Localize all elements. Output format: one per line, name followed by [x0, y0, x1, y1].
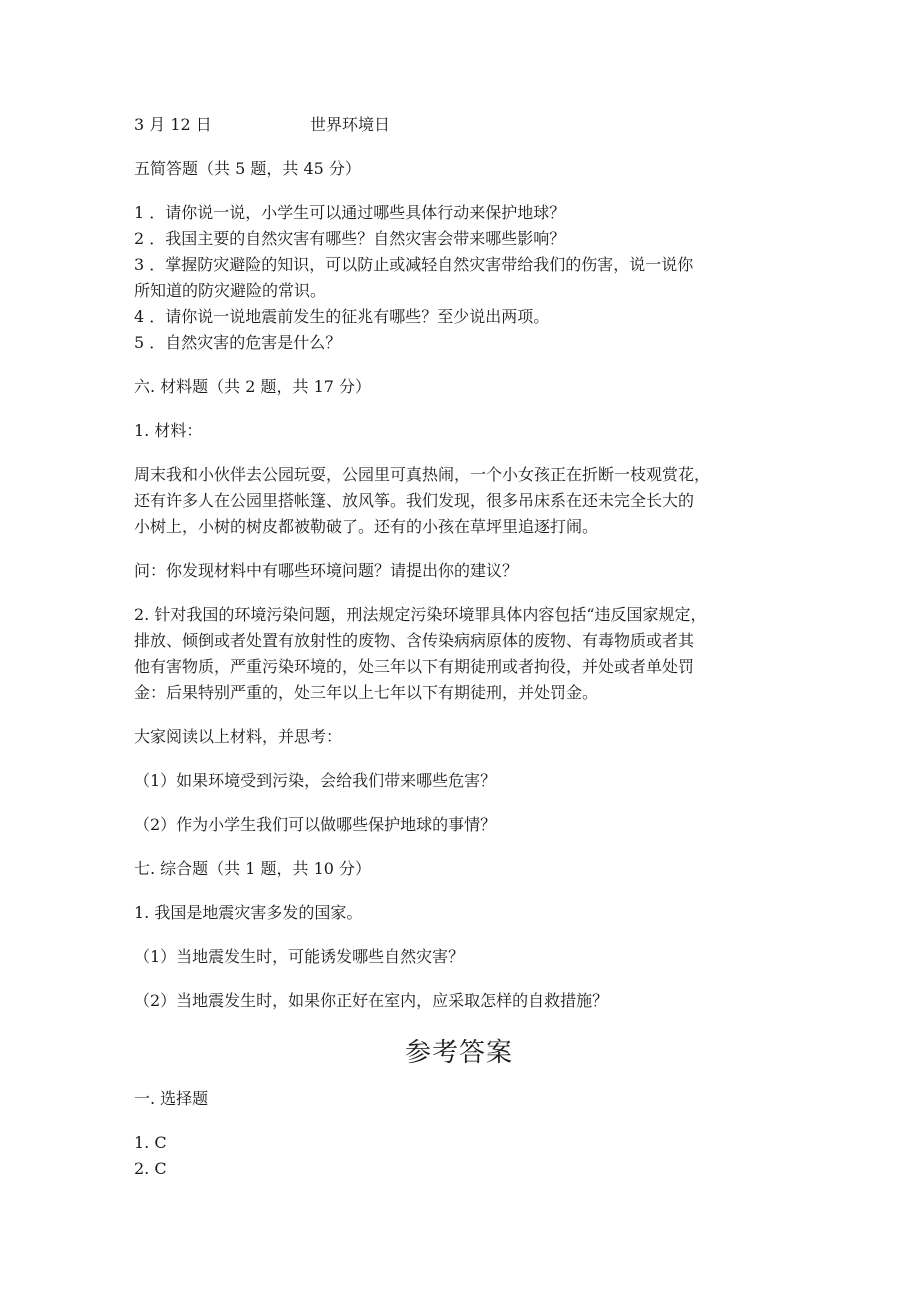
material-line: 小树上，小树的树皮都被勒破了。还有的小孩在草坪里追逐打闹。 [134, 517, 599, 536]
question-item: 2 ．我国主要的自然灾害有哪些？自然灾害会带来哪些影响？ [134, 229, 566, 248]
material-line: 还有许多人在公园里搭帐篷、放风筝。我们发现，很多吊床系在还未完全长大的 [134, 491, 695, 510]
environment-day-row [134, 112, 784, 138]
material-question: 问：你发现材料中有哪些环境问题？请提出你的建议？ [134, 561, 519, 580]
question-item: 1 ．请你说一说，小学生可以通过哪些具体行动来保护地球？ [134, 203, 566, 222]
sub-question: （2）作为小学生我们可以做哪些保护地球的事情？ [134, 815, 497, 834]
date-text: 3 月 12 日 [134, 115, 212, 134]
section5-title: 五简答题（共 5 题，共 45 分） [134, 159, 361, 178]
answers-title: 参考答案 [404, 1038, 513, 1068]
question-item: 5 ．自然灾害的危害是什么？ [134, 333, 342, 352]
law-line: 2. 针对我国的环境污染问题，刑法规定污染环境罪具体内容包括“违反国家规定， [134, 605, 707, 624]
law-line: 排放、倾倒或者处置有放射性的废物、含传染病病原体的废物、有毒物质或者其 [134, 631, 695, 650]
law-paragraph [134, 602, 784, 706]
law-line: 他有害物质，严重污染环境的，处三年以下有期徒刑或者拘役，并处或者单处罚 [134, 657, 695, 676]
sub-question: （1）如果环境受到污染，会给我们带来哪些危害？ [134, 771, 497, 790]
sub-question: （1）当地震发生时，可能诱发哪些自然灾害？ [134, 947, 465, 966]
day-name: 世界环境日 [310, 115, 391, 134]
question-item: 所知道的防灾避险的常识。 [134, 281, 327, 300]
question-item: 3 ．掌握防灾避险的知识，可以防止或减轻自然灾害带给我们的伤害，说一说你 [134, 255, 694, 274]
document-page [134, 112, 784, 1182]
sub-question: （2）当地震发生时，如果你正好在室内，应采取怎样的自救措施？ [134, 991, 609, 1010]
section7-title: 七. 综合题（共 1 题，共 10 分） [134, 859, 372, 878]
law-line: 金：后果特别严重的，处三年以上七年以下有期徒刑，并处罚金。 [134, 683, 599, 702]
section5-questions [134, 200, 784, 356]
material-line: 周末我和小伙伴去公园玩耍，公园里可真热闹，一个小女孩正在折断一枝观赏花， [134, 465, 711, 484]
material-label: 1. 材料： [134, 421, 203, 440]
answer-item: 1. C [134, 1133, 167, 1152]
question-item: 4 ．请你说一说地震前发生的征兆有哪些？至少说出两项。 [134, 307, 550, 326]
material-paragraph [134, 462, 784, 540]
reading-prompt: 大家阅读以上材料，并思考： [134, 727, 343, 746]
answer-item: 2. C [134, 1159, 167, 1178]
section6-title: 六. 材料题（共 2 题，共 17 分） [134, 377, 372, 396]
answers-list [134, 1130, 784, 1182]
section7-question: 1. 我国是地震灾害多发的国家。 [134, 903, 363, 922]
answers-section1-title: 一. 选择题 [134, 1089, 209, 1108]
